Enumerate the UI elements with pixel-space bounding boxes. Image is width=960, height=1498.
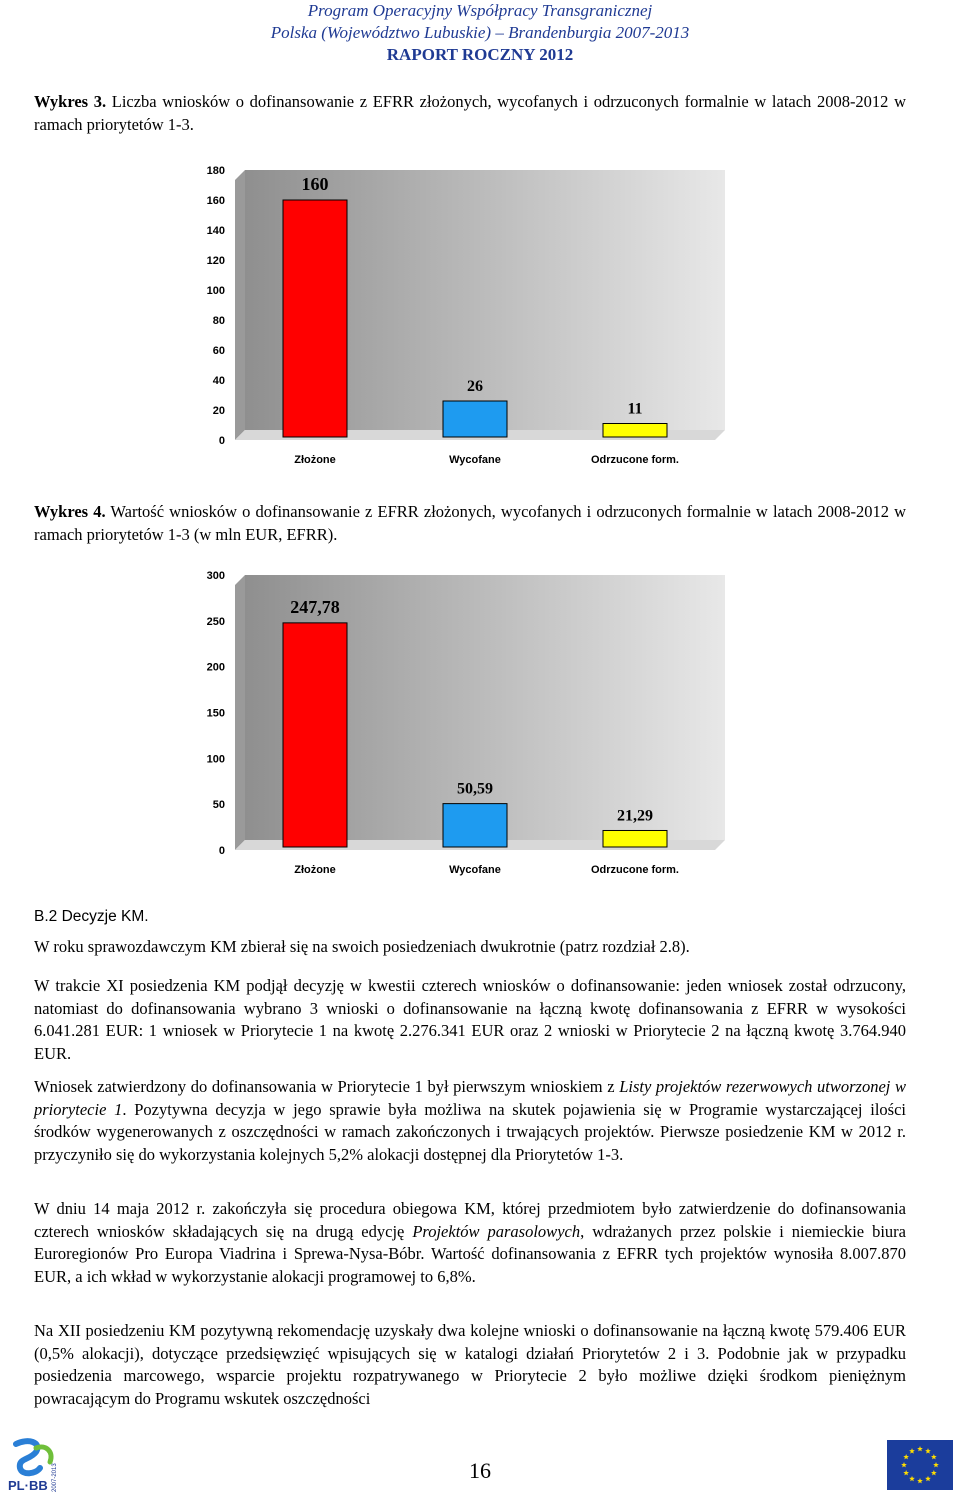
logo-text: PL·BB	[8, 1478, 48, 1493]
paragraph-3	[34, 1076, 906, 1166]
bar	[603, 424, 667, 438]
chart-side-wall	[235, 170, 245, 440]
header-region: Polska (Województwo Lubuskie) – Brandenburgia 2007-2013	[270, 23, 690, 42]
category-label: Złożone	[294, 864, 336, 876]
y-tick-label: 100	[206, 753, 225, 766]
eu-star	[909, 1448, 915, 1453]
y-tick-label: 0	[218, 845, 225, 857]
category-label: Wycofane	[449, 454, 501, 466]
y-tick-label: 300	[206, 570, 225, 582]
chart2-svg	[190, 565, 750, 885]
y-tick-label: 160	[206, 195, 225, 207]
chart2-caption-text: Wartość wniosków o dofinansowanie z EFRR złożonych, wycofanych i odrzuconych formalnie w latach 2008-2012 w ramach priorytetów 1-3 (w mln EUR, EFRR).	[34, 502, 906, 544]
bar	[443, 804, 507, 847]
chart1	[190, 160, 750, 475]
chart1-caption-label: Wykres 3.	[34, 92, 107, 111]
paragraph-4-b: , wdrażanych przez polskie i niemieckie biura Euroregionów Pro Europa Viadrina i Sprewa-Nysa-Bóbr. Wartość dofinansowania z EFRR tych projektów wynosiła 8.007.870 EUR, a ich wkład w wykorzystanie alokacji programowej to 6,8%.	[34, 1221, 907, 1286]
section-heading: B.2 Decyzje KM.	[34, 908, 149, 925]
category-label: Złożone	[294, 454, 336, 466]
bar	[283, 200, 347, 437]
chart2-caption	[34, 500, 906, 546]
y-tick-label: 150	[206, 707, 225, 720]
header-program: Program Operacyjny Współpracy Transgranicznej	[307, 1, 653, 20]
bar-data-label: 21,29	[617, 807, 653, 825]
category-label: Odrzucone form.	[590, 454, 680, 466]
y-tick-label: 180	[206, 165, 225, 177]
eu-star	[931, 1454, 937, 1459]
chart1-caption	[34, 90, 906, 136]
bar	[443, 401, 507, 437]
y-tick-label: 250	[206, 615, 225, 628]
chart2	[190, 565, 750, 885]
y-tick-label: 20	[212, 405, 225, 417]
paragraph-4-a: W dniu 14 maja 2012 r. zakończyła się procedura obiegowa KM, której przedmiotem było zatwierdzenie do dofinansowania czterech wniosków składających się na drugą edycję	[34, 1199, 906, 1241]
paragraph-5: Na XII posiedzeniu KM pozytywną rekomendację uzyskały dwa kolejne wnioski o dofinansowanie na łączną kwotę 579.406 EUR (0,5% alokacji), dotyczące przedsięwzięć wpisujących się w katalogi działań Priorytetów 2 i 3. Podobnie jak w przypadku posiedzenia marcowego, wsparcie projektu rozpatrywanego w Priorytecie 2 było możliwe dzięki środkom pieniężnym powracającym do Programu wskutek oszczędności	[34, 1321, 906, 1408]
category-label: Wycofane	[449, 864, 501, 876]
paragraph-4	[34, 1198, 906, 1288]
page-number: 16	[469, 1458, 491, 1483]
chart1-svg	[190, 160, 750, 475]
eu-star	[903, 1470, 909, 1475]
paragraph-3-b: . Pozytywna decyzja w jego sprawie była możliwa na skutek pojawienia się w Programie wystarczającej ilości środków wygenerowanych z oszczędności w ramach zakończonych i trwających projektów. Pierwsze posiedzenie KM w 2012 r. przyczyniło się do wykorzystania kolejnych 5,2% alokacji dostępnej dla Priorytetów 1-3.	[34, 1099, 906, 1164]
eu-star	[917, 1446, 923, 1451]
paragraph-4-italic: Projektów parasolowych	[412, 1221, 581, 1241]
eu-flag-icon	[887, 1440, 953, 1490]
y-tick-label: 80	[212, 315, 225, 327]
header-report-title: RAPORT ROCZNY 2012	[386, 45, 574, 64]
bar-data-label: 50,59	[457, 780, 493, 798]
eu-star	[933, 1462, 939, 1467]
logo-years: 2007-2013	[52, 1463, 58, 1492]
bar	[603, 830, 667, 847]
bar-data-label: 160	[301, 174, 329, 194]
chart1-caption-text: Liczba wniosków o dofinansowanie z EFRR złożonych, wycofanych i odrzuconych formalnie w latach 2008-2012 w ramach priorytetów 1-3.	[34, 92, 906, 134]
eu-flag	[887, 1440, 953, 1490]
category-label: Odrzucone form.	[590, 864, 680, 876]
y-tick-label: 100	[206, 285, 225, 297]
paragraph-2: W trakcie XI posiedzenia KM podjął decyzję w kwestii czterech wniosków o dofinansowanie: jeden wniosek został odrzucony, natomiast do dofinansowania wybrano 3 wnioski o dofinansowanie na łączną kwotę dofinansowania z EFRR w wysokości 6.041.281 EUR: 1 wniosek w Priorytecie 1 na kwotę 2.276.341 EUR oraz 2 wnioski w Priorytecie 2 na łączną kwotę 3.764.940 EUR.	[34, 976, 906, 1063]
y-tick-label: 0	[218, 435, 225, 447]
paragraph-3-italic: Listy projektów rezerwowych utworzonej w priorytecie 1	[34, 1077, 906, 1119]
chart-side-wall	[235, 575, 245, 850]
bar	[283, 623, 347, 847]
eu-star	[903, 1454, 909, 1459]
eu-star	[931, 1470, 937, 1475]
eu-star	[925, 1448, 931, 1453]
eu-star	[925, 1476, 931, 1481]
y-tick-label: 140	[206, 225, 225, 237]
bar-data-label: 11	[627, 400, 643, 418]
eu-star	[901, 1462, 907, 1467]
y-tick-label: 120	[206, 255, 225, 267]
paragraph-1: W roku sprawozdawczym KM zbierał się na swoich posiedzeniach dwukrotnie (patrz rozdział 2.8).	[34, 937, 690, 956]
y-tick-label: 40	[212, 375, 225, 387]
eu-star	[917, 1478, 923, 1483]
y-tick-label: 60	[212, 345, 225, 357]
chart2-caption-label: Wykres 4.	[34, 502, 106, 521]
paragraph-3-a: Wniosek zatwierdzony do dofinansowania w Priorytecie 1 był pierwszym wnioskiem z	[34, 1077, 620, 1096]
y-tick-label: 200	[206, 661, 225, 674]
bar-data-label: 26	[467, 378, 483, 395]
bar-data-label: 247,78	[290, 596, 340, 617]
eu-star	[909, 1476, 915, 1481]
page-header	[0, 0, 960, 66]
y-tick-label: 50	[212, 799, 225, 812]
